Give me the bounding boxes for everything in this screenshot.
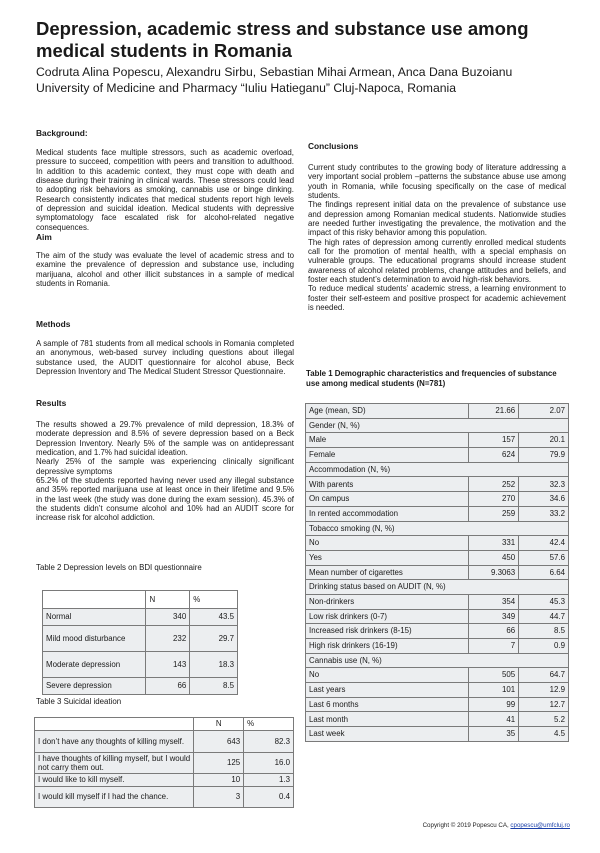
table-row (43, 652, 238, 678)
table2-row-pct: 18.3 (190, 652, 238, 678)
table1-row-label: Increased risk drinkers (8-15) (306, 624, 469, 639)
table-section-row (306, 521, 569, 536)
background-text: Medical students face multiple stressors, such as academic overload, pressure to succeed, competition with peers and transition to adulthood. In addition to this academic context, they must cope with death and disease during their training in clinical wards. These stressors could lead to adopting risk behaviors as smoking, cannabis use or binge dinking. Research consistently indicates that medical students report high levels of depression and suicidal ideation. Medical students with depressive symptomatology face escalated risk for alcohol-related negative consequences. (36, 148, 294, 232)
table1-row-label: Low risk drinkers (0-7) (306, 609, 469, 624)
table2-col-pct: % (190, 591, 238, 609)
table2-corner (43, 591, 146, 609)
table2 (42, 590, 238, 695)
table-section-row (306, 580, 569, 595)
table2-row-pct: 29.7 (190, 626, 238, 652)
table1-row-label: Last 6 months (306, 697, 469, 712)
table-row (306, 506, 569, 521)
results-paragraph: 65.2% of the students reported having never used any illegal substance and 35% reported marijuana use at least once in their lifetime and 9.5% in the last week (the study was done during the exam session). 45.3% of the students didn’t consume alcohol and 10% had an AUDIT score for increase risk for alcohol addiction. (36, 476, 294, 523)
table3-row-pct: 0.4 (244, 787, 294, 808)
conclusions-paragraph: The findings represent initial data on the prevalence of substance use and depression among Romanian medical students. Nationwide studies are needed further investigating the prevalence, the motivation and the impact of this risky behavior among this population. (308, 200, 566, 238)
table1-section-label: Accommodation (N, %) (306, 462, 569, 477)
author-block (36, 64, 596, 96)
table-row (306, 727, 569, 742)
table1-row-n: 66 (469, 624, 519, 639)
email-link[interactable]: cpopescu@umfcluj.ro (510, 822, 570, 829)
table3-row-pct: 1.3 (244, 774, 294, 787)
table2-row-n: 66 (146, 678, 190, 695)
table-row (35, 753, 294, 774)
table-row (306, 492, 569, 507)
copyright-text: Copyright © 2019 Popescu CA, (422, 822, 509, 829)
table1-section-label: Gender (N, %) (306, 418, 569, 433)
table-row (35, 731, 294, 753)
affiliation: University of Medicine and Pharmacy “Iuliu Hatieganu” Cluj-Napoca, Romania (36, 81, 456, 95)
table2-caption: Table 2 Depression levels on BDI questionnaire (36, 563, 202, 572)
table1-row-n: 450 (469, 550, 519, 565)
table-row (306, 477, 569, 492)
table-row (43, 609, 238, 626)
table-row (43, 626, 238, 652)
table3 (34, 717, 294, 808)
table1-row-pct: 5.2 (519, 712, 569, 727)
table2-row-label: Moderate depression (43, 652, 146, 678)
table1-row-label: Male (306, 433, 469, 448)
table2-row-label: Severe depression (43, 678, 146, 695)
table1-row-pct: 42.4 (519, 536, 569, 551)
table3-row-n: 125 (194, 753, 244, 774)
table1-row-n: 41 (469, 712, 519, 727)
table3-row-label: I have thoughts of killing myself, but I would not carry them out. (35, 753, 194, 774)
table-row (306, 550, 569, 565)
table1-row-pct: 33.2 (519, 506, 569, 521)
table1-row-pct: 12.9 (519, 683, 569, 698)
table-row (306, 668, 569, 683)
table1-caption: Table 1 Demographic characteristics and frequencies of substance use among medical students (N=781) (306, 369, 557, 388)
table1-row-label: Last week (306, 727, 469, 742)
table-row (306, 404, 569, 419)
table3-caption: Table 3 Suicidal ideation (36, 697, 122, 706)
table1-row-n: 505 (469, 668, 519, 683)
table1-section-label: Tobacco smoking (N, %) (306, 521, 569, 536)
table1-row-label: In rented accommodation (306, 506, 469, 521)
table3-row-pct: 16.0 (244, 753, 294, 774)
aim-text: The aim of the study was evaluate the level of academic stress and to examine the prevalence of depression and substance use, including marijuana, alcohol and other illicit substances in a sample of medical students in Romania. (36, 251, 294, 289)
table1-row-pct: 57.6 (519, 550, 569, 565)
table1-row-label: Female (306, 448, 469, 463)
table-section-row (306, 653, 569, 668)
table3-row-label: I would kill myself if I had the chance. (35, 787, 194, 808)
table2-row-label: Normal (43, 609, 146, 626)
table1 (305, 403, 569, 742)
table1-row-pct: 20.1 (519, 433, 569, 448)
table-row (306, 536, 569, 551)
table1-row-label: Last years (306, 683, 469, 698)
conclusions-heading: Conclusions (308, 141, 359, 151)
table3-row-pct: 82.3 (244, 731, 294, 753)
table1-row-n: 101 (469, 683, 519, 698)
table1-row-label: Non-drinkers (306, 594, 469, 609)
authors: Codruta Alina Popescu, Alexandru Sirbu, Sebastian Mihai Armean, Anca Dana Buzoianu (36, 65, 513, 79)
aim-heading: Aim (36, 232, 52, 243)
table1-row-n: 7 (469, 639, 519, 654)
table-row (306, 624, 569, 639)
table1-row-n: 157 (469, 433, 519, 448)
table3-corner (35, 718, 194, 731)
table1-row-label: Mean number of cigarettes (306, 565, 469, 580)
table3-col-pct: % (244, 718, 294, 731)
table1-row-label: With parents (306, 477, 469, 492)
table1-section-label: Drinking status based on AUDIT (N, %) (306, 580, 569, 595)
table2-row-n: 143 (146, 652, 190, 678)
table3-row-label: I don’t have any thoughts of killing myself. (35, 731, 194, 753)
poster-title: Depression, academic stress and substance use among medical students in Romania (36, 18, 529, 61)
table2-row-n: 340 (146, 609, 190, 626)
table1-row-pct: 79.9 (519, 448, 569, 463)
table-row (306, 565, 569, 580)
table1-row-n: 624 (469, 448, 519, 463)
table1-row-label: Yes (306, 550, 469, 565)
table-row (306, 697, 569, 712)
table-row (306, 433, 569, 448)
results-paragraph: Nearly 25% of the sample was experiencing clinically significant depressive symptoms (36, 457, 294, 476)
background-section (36, 128, 294, 288)
table2-row-n: 232 (146, 626, 190, 652)
table3-row-n: 643 (194, 731, 244, 753)
table3-row-label: I would like to kill myself. (35, 774, 194, 787)
table1-row-label: No (306, 668, 469, 683)
table2-row-label: Mild mood disturbance (43, 626, 146, 652)
table1-row-label: Last month (306, 712, 469, 727)
table2-row-pct: 43.5 (190, 609, 238, 626)
table1-row-n: 99 (469, 697, 519, 712)
table-row (35, 787, 294, 808)
table1-row-pct: 0.9 (519, 639, 569, 654)
conclusions-paragraph: Current study contributes to the growing body of literature addressing a very important social problem –patterns the substance abuse use among youth in Romania, while focusing specifically on the case of medical students. (308, 163, 566, 201)
results-paragraph: The results showed a 29.7% prevalence of mild depression, 18.3% of moderate depression and 8.5% of severe depression based on a Beck Depression Inventory. Nearly 5% of the sample was on antidepressant medication, and 1.7% had suicidal ideation. (36, 420, 294, 458)
table3-col-n: N (194, 718, 244, 731)
conclusions-paragraph: The high rates of depression among currently enrolled medical students call for the promotion of mental health, with a special emphasis on vulnerable groups. The educational programs should increase student awareness of alcohol related problems, change attitudes and beliefs, and foster each student’s determination to avoid high-risk behaviors. (308, 237, 566, 285)
table-row (306, 683, 569, 698)
table1-row-n: 9.3063 (469, 565, 519, 580)
table-row (306, 712, 569, 727)
table1-row-n: 331 (469, 536, 519, 551)
table2-row-pct: 8.5 (190, 678, 238, 695)
methods-text: A sample of 781 students from all medical schools in Romania completed an anonymous, web-based survey including questions about illegal substance used, the AUDIT questionnaire for alcohol abuse, Beck Depression Inventory and The Medical Student Stressor Questionnaire. (36, 339, 294, 377)
table2-col-n: N (146, 591, 190, 609)
table-row (43, 678, 238, 695)
footer (423, 822, 570, 829)
table1-row-pct: 8.5 (519, 624, 569, 639)
table1-row-pct: 12.7 (519, 697, 569, 712)
table1-row-n: 270 (469, 492, 519, 507)
table1-row-pct: 44.7 (519, 609, 569, 624)
table1-row-label: No (306, 536, 469, 551)
table1-row-pct: 32.3 (519, 477, 569, 492)
table3-row-n: 3 (194, 787, 244, 808)
table1-row-n: 252 (469, 477, 519, 492)
table-row (35, 774, 294, 787)
conclusions-section (308, 141, 566, 313)
table1-row-pct: 2.07 (519, 404, 569, 419)
table1-row-n: 349 (469, 609, 519, 624)
table1-row-label: On campus (306, 492, 469, 507)
table1-row-label: Age (mean, SD) (306, 404, 469, 419)
table1-row-n: 21.66 (469, 404, 519, 419)
background-heading: Background: (36, 128, 88, 138)
table1-row-n: 354 (469, 594, 519, 609)
table-section-row (306, 462, 569, 477)
methods-heading: Methods (36, 319, 71, 329)
methods-section (36, 319, 294, 376)
table1-row-pct: 34.6 (519, 492, 569, 507)
table1-row-pct: 6.64 (519, 565, 569, 580)
results-section (36, 398, 294, 523)
table1-row-pct: 45.3 (519, 594, 569, 609)
results-heading: Results (36, 398, 67, 408)
table-row (306, 639, 569, 654)
table-row (306, 448, 569, 463)
table-section-row (306, 418, 569, 433)
table-row (306, 609, 569, 624)
table1-row-pct: 4.5 (519, 727, 569, 742)
table1-row-label: High risk drinkers (16-19) (306, 639, 469, 654)
conclusions-paragraph: To reduce medical students’ academic stress, a learning environment to foster their self-esteem and positive prospect for academic achievement is needed. (308, 284, 566, 313)
table1-row-pct: 64.7 (519, 668, 569, 683)
table1-row-n: 259 (469, 506, 519, 521)
table1-row-n: 35 (469, 727, 519, 742)
table1-section-label: Cannabis use (N, %) (306, 653, 569, 668)
table-row (306, 594, 569, 609)
table3-row-n: 10 (194, 774, 244, 787)
